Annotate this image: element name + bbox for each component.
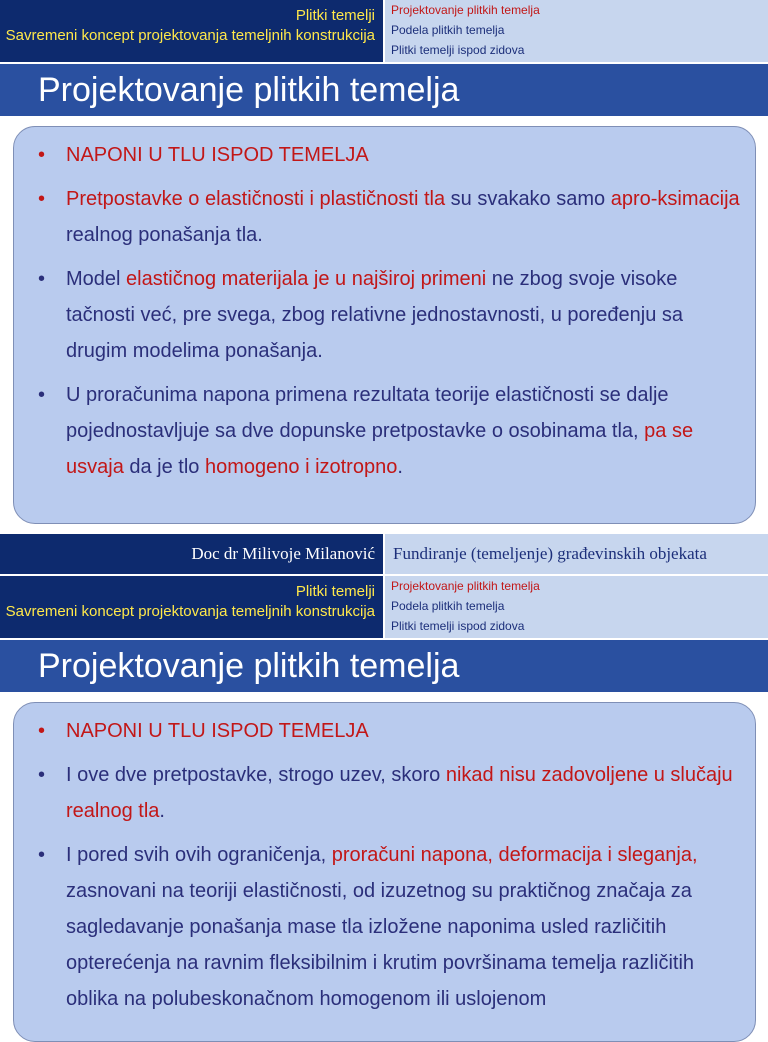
bullet-item [28,837,741,1017]
bullet-heading: NAPONI U TLU ISPOD TEMELJA [66,720,369,742]
body-text: U proračunima napona primena rezultata teorije elastičnosti se dalje pojednostavljuje sa dve dopunske pretpostavke o osobinama tla, [66,384,669,442]
nav-item-zidovi[interactable]: Plitki temelji ispod zidova [391,619,525,633]
bullet-dot: • [38,384,46,406]
body-text: Model [66,268,127,290]
slide2-title: Projektovanje plitkih temelja [0,640,768,692]
bullet-item [28,137,741,173]
slide1-header [0,0,768,62]
chapter-title: Savremeni koncept projektovanja temeljnih konstrukcija [5,27,375,44]
nav-item-zidovi[interactable]: Plitki temelji ispod zidova [391,43,525,57]
highlight-text: Pretpostavke o elastičnosti i plastičnosti tla [66,188,446,210]
body-text: ne zbog svoje visoke tačnosti već, pre svega, zbog relativne jednostavnosti, u poređenju sa drugim modelima ponašanja. [66,268,684,362]
highlight-text: apro-ksimacija [610,188,740,210]
slide2-header-left [0,576,383,638]
nav-item-podela[interactable]: Podela plitkih temelja [391,23,505,37]
body-text: su svakako samo [445,188,611,210]
section-title: Plitki temelji [295,583,375,600]
bullet-dot: • [38,844,46,866]
chapter-title: Savremeni koncept projektovanja temeljnih konstrukcija [5,603,375,620]
slide2-content-panel [13,702,756,1042]
bullet-dot: • [38,144,46,166]
slide2-nav [383,576,768,638]
bullet-dot: • [38,188,46,210]
nav-item-projektovanje[interactable]: Projektovanje plitkih temelja [391,3,540,17]
highlight-text: homogeno i izotropno [204,456,398,478]
bullet-dot: • [38,268,46,290]
slide1-header-left [0,0,383,62]
course-name: Fundiranje (temeljenje) građevinskih objekata [383,534,768,574]
highlight-text: nikad nisu zadovoljene u slučaju realnog tla [66,764,733,822]
highlight-text: pa se usvaja [66,420,694,478]
section-title: Plitki temelji [295,7,375,24]
body-text: I pored svih ovih ograničenja, [66,844,332,866]
highlight-text: elastičnog materijala je u najširoj primeni [126,268,487,290]
nav-item-podela[interactable]: Podela plitkih temelja [391,599,505,613]
slide1-nav [383,0,768,62]
slide2-header [0,576,768,638]
bullet-dot: • [38,764,46,786]
body-text: . [159,800,165,822]
bullet-item [28,261,741,369]
bullet-dot: • [38,720,46,742]
body-text: zasnovani na teoriji elastičnosti, od izuzetnog su praktičnog značaja za sagledavanje ponašanja mase tla izložene naponima usled različitih opterećenja na ravnim fleksibilnim i krutim površinama temelja različitih oblika na polubeskonačnom homogenom ili uslojenom [66,880,695,1010]
slide1-content-panel [13,126,756,524]
slide1-title: Projektovanje plitkih temelja [0,64,768,116]
author-name: Doc dr Milivoje Milanović [0,534,383,574]
slide-footer [0,534,768,574]
bullet-heading: NAPONI U TLU ISPOD TEMELJA [66,144,369,166]
body-text: I ove dve pretpostavke, strogo uzev, skoro [66,764,446,786]
bullet-item [28,757,741,829]
body-text: da je tlo [123,456,205,478]
highlight-text: proračuni napona, deformacija i sleganja, [331,844,698,866]
body-text: realnog ponašanja tla. [66,224,263,246]
nav-item-projektovanje[interactable]: Projektovanje plitkih temelja [391,579,540,593]
bullet-item [28,713,741,749]
body-text: . [397,456,403,478]
bullet-item [28,377,741,485]
bullet-item [28,181,741,253]
